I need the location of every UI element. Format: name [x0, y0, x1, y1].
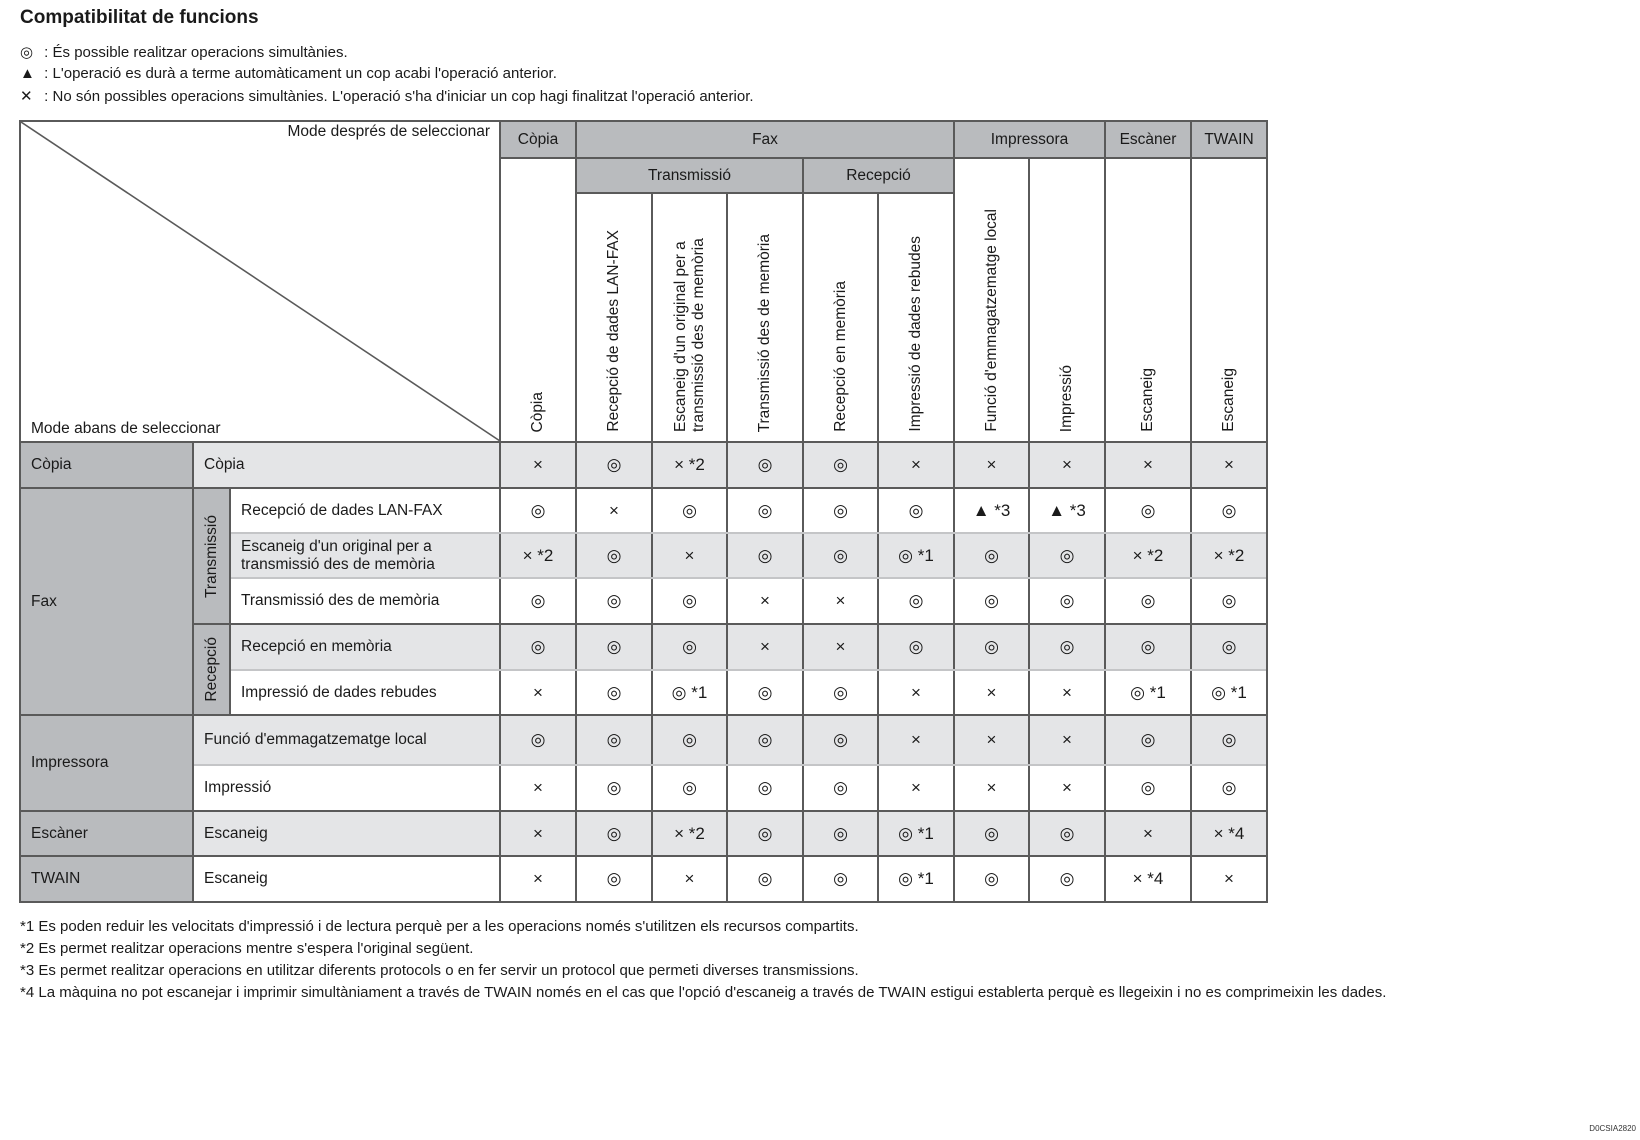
row-label [230, 488, 500, 533]
triangle-icon: ▲ [20, 65, 35, 82]
subgroup-header-transmissio [576, 158, 803, 193]
compatibility-symbol: × *2 [1213, 545, 1245, 565]
compatibility-symbol: ◎ [606, 455, 622, 474]
compatibility-symbol: ◎ *1 [898, 545, 934, 565]
column-header-label: Impressió [1058, 364, 1075, 432]
compatibility-cell [1191, 811, 1267, 856]
compatibility-cell [878, 442, 954, 488]
compatibility-cell [1029, 442, 1105, 488]
compatibility-symbol: ◎ [757, 500, 773, 520]
compatibility-symbol: × [609, 500, 619, 520]
column-header-label: Recepció de dades LAN-FAX [605, 230, 622, 432]
compatibility-symbol: ◎ [984, 591, 999, 610]
compatibility-symbol: × [533, 455, 543, 474]
compatibility-cell [1105, 715, 1191, 765]
compatibility-symbol: ◎ [833, 823, 848, 843]
compatibility-cell [1191, 765, 1267, 811]
compatibility-symbol: × *4 [1132, 869, 1164, 888]
subgroup-header-label: Recepció [846, 166, 911, 184]
group-header-escaner [1105, 121, 1191, 158]
compatibility-cell [954, 533, 1029, 578]
compatibility-symbol: ◎ [833, 778, 848, 797]
compatibility-cell [1029, 533, 1105, 578]
legend-separator: : [40, 44, 53, 61]
group-header-label: Impressora [990, 130, 1069, 148]
column-header [803, 193, 878, 442]
compatibility-cell [1191, 715, 1267, 765]
legend-text: És possible realitzar operacions simultànies. [52, 44, 348, 61]
compatibility-cell [727, 811, 803, 856]
compatibility-symbol: × [684, 545, 695, 565]
row-subgroup-label: Transmissió [202, 514, 220, 598]
compatibility-cell [652, 856, 727, 902]
compatibility-cell [727, 488, 803, 533]
column-header-label: Escaneig [1139, 368, 1156, 432]
group-header-impressora [954, 121, 1105, 158]
compatibility-cell [727, 670, 803, 715]
compatibility-symbol: ◎ [606, 869, 622, 888]
compatibility-cell [1105, 624, 1191, 670]
compatibility-cell [652, 811, 727, 856]
compatibility-cell [576, 670, 652, 715]
compatibility-symbol: ◎ [530, 591, 546, 610]
compatibility-symbol: ◎ [1140, 500, 1156, 520]
compatibility-symbol: ◎ [1221, 500, 1237, 520]
compatibility-cell [878, 488, 954, 533]
compatibility-cell [576, 488, 652, 533]
compatibility-symbol: ◎ [1221, 591, 1237, 610]
compatibility-cell [1191, 670, 1267, 715]
compatibility-symbol: ◎ [1221, 637, 1237, 656]
compatibility-symbol: ◎ [757, 778, 773, 797]
column-header [727, 193, 803, 442]
compatibility-symbol: × [1143, 823, 1153, 843]
compatibility-symbol: ◎ [984, 637, 999, 656]
group-header-label: Escàner [1119, 130, 1177, 148]
row-label-text: Impressió [204, 779, 272, 796]
column-header [500, 158, 576, 442]
corner-bottom-label: Mode abans de seleccionar [31, 420, 221, 437]
compatibility-symbol: ◎ [984, 545, 999, 565]
compatibility-cell [954, 715, 1029, 765]
compatibility-cell [878, 811, 954, 856]
compatibility-cell [954, 811, 1029, 856]
compatibility-symbol: ◎ [833, 500, 848, 520]
compatibility-cell [652, 624, 727, 670]
compatibility-symbol: ◎ [984, 823, 999, 843]
compatibility-symbol: ◎ [908, 637, 924, 656]
compatibility-cell [576, 765, 652, 811]
compatibility-symbol: × [986, 455, 997, 474]
compatibility-cell [576, 811, 652, 856]
compatibility-cell [954, 670, 1029, 715]
compatibility-cell [1029, 578, 1105, 624]
compatibility-cell [652, 488, 727, 533]
compatibility-cell [878, 715, 954, 765]
row-label [230, 578, 500, 624]
group-header-fax [576, 121, 954, 158]
compatibility-cell [576, 856, 652, 902]
compatibility-symbol: ◎ [833, 455, 848, 474]
compatibility-cell [1191, 856, 1267, 902]
row-label-text: Funció d'emmagatzematge local [204, 731, 427, 748]
row-label [193, 811, 500, 856]
compatibility-cell [1105, 765, 1191, 811]
row-subgroup-label: Recepció [202, 637, 220, 702]
compatibility-symbol: ◎ *1 [1211, 682, 1247, 702]
compatibility-symbol: × *2 [1132, 545, 1164, 565]
compatibility-cell [954, 488, 1029, 533]
compatibility-cell [878, 670, 954, 715]
compatibility-cell [878, 624, 954, 670]
compatibility-cell [727, 442, 803, 488]
compatibility-cell [954, 442, 1029, 488]
footnote: *3 Es permet realitzar operacions en utilitzar diferents protocols o en fer servir un protocol que permeti diverses transmissions. [20, 962, 859, 979]
compatibility-symbol: × *2 [674, 823, 705, 843]
row-group-label: TWAIN [31, 870, 81, 887]
compatibility-symbol: × [835, 637, 846, 656]
compatibility-cell [1105, 811, 1191, 856]
row-subgroup-recepcio [193, 624, 230, 715]
column-header-label: Escaneig d'un original per a transmissió des de memòria [671, 238, 707, 432]
compatibility-symbol: ◎ [1059, 823, 1075, 843]
compatibility-symbol: ◎ [606, 545, 622, 565]
compatibility-symbol: ◎ [682, 591, 697, 610]
compatibility-symbol: × [533, 682, 543, 702]
page-title: Compatibilitat de funcions [20, 7, 259, 28]
compatibility-cell [727, 533, 803, 578]
compatibility-cell [500, 578, 576, 624]
compatibility-symbol: ◎ [1140, 778, 1156, 797]
compatibility-cell [803, 811, 878, 856]
compatibility-cell [500, 533, 576, 578]
row-label [193, 715, 500, 765]
compatibility-symbol: × *2 [522, 545, 554, 565]
row-subgroup-transmissio [193, 488, 230, 624]
row-label-text: Còpia [204, 456, 245, 473]
compatibility-cell [1105, 856, 1191, 902]
compatibility-cell [1191, 624, 1267, 670]
compatibility-cell [727, 578, 803, 624]
compatibility-cell [500, 715, 576, 765]
row-label-text: Escaneig [204, 870, 268, 887]
compatibility-cell [803, 715, 878, 765]
subgroup-header-recepcio [803, 158, 954, 193]
row-group-label: Escàner [31, 824, 88, 842]
compatibility-symbol: ◎ [682, 778, 697, 797]
compatibility-cell [1029, 624, 1105, 670]
compatibility-cell [1105, 533, 1191, 578]
compatibility-symbol: × [760, 637, 770, 656]
row-group-label: Còpia [31, 456, 72, 473]
compatibility-symbol: ◎ [530, 500, 546, 520]
compatibility-cell [727, 856, 803, 902]
compatibility-symbol: ◎ [833, 730, 848, 749]
row-group-label: Impressora [31, 754, 109, 771]
column-header-label: Escaneig [1220, 368, 1237, 432]
column-header [1105, 158, 1191, 442]
compatibility-symbol: × [986, 778, 997, 797]
row-group-fax [20, 488, 193, 715]
footnote: *2 Es permet realitzar operacions mentre s'espera l'original següent. [20, 940, 474, 957]
compatibility-cell [727, 715, 803, 765]
compatibility-symbol: ◎ [757, 545, 773, 565]
group-header-label: Còpia [517, 130, 559, 148]
compatibility-symbol: ◎ *1 [898, 823, 934, 843]
legend-text: No són possibles operacions simultànies. L'operació s'ha d'iniciar un cop hagi finalitzat l'operació anterior. [52, 88, 754, 105]
compatibility-cell [576, 624, 652, 670]
compatibility-symbol: × [986, 730, 997, 749]
group-header-label: TWAIN [1204, 130, 1254, 148]
compatibility-cell [1105, 442, 1191, 488]
compatibility-symbol: ◎ [757, 455, 773, 474]
compatibility-symbol: ◎ [1140, 591, 1156, 610]
compatibility-cell [803, 765, 878, 811]
compatibility-cell [727, 624, 803, 670]
row-group-impressora [20, 715, 193, 811]
compatibility-cell [803, 624, 878, 670]
compatibility-cell [576, 578, 652, 624]
corner-cell [20, 121, 500, 442]
compatibility-symbol: ◎ [606, 591, 622, 610]
compatibility-symbol: ◎ [1059, 591, 1075, 610]
compatibility-symbol: ◎ [606, 637, 622, 656]
compatibility-cell [500, 856, 576, 902]
compatibility-cell [576, 715, 652, 765]
column-header [652, 193, 727, 442]
footnote: *4 La màquina no pot escanejar i imprimir simultàniament a través de TWAIN només en el cas que l'opció d'escaneig a través de TWAIN estigui establerta perquè es llegeixin i no es comprimeixin les dades. [20, 984, 1387, 1001]
compatibility-cell [878, 856, 954, 902]
compatibility-cell [1029, 765, 1105, 811]
row-label [230, 670, 500, 715]
compatibility-symbol: × [835, 591, 846, 610]
compatibility-symbol: ◎ *1 [671, 682, 708, 702]
row-label [193, 856, 500, 902]
compatibility-symbol: ◎ [606, 730, 622, 749]
compatibility-cell [500, 670, 576, 715]
column-header [878, 193, 954, 442]
compatibility-cell [954, 624, 1029, 670]
compatibility-symbol: ◎ [833, 869, 848, 888]
compatibility-symbol: × [911, 455, 921, 474]
compatibility-symbol: ◎ [682, 730, 697, 749]
compatibility-symbol: × [533, 869, 543, 888]
compatibility-symbol: × [1143, 455, 1153, 474]
row-label [230, 624, 500, 670]
row-group-escaner [20, 811, 193, 856]
compatibility-cell [1105, 670, 1191, 715]
compatibility-symbol: × *2 [674, 455, 705, 474]
compatibility-symbol: ◎ [606, 778, 622, 797]
row-label-text: Impressió de dades rebudes [241, 683, 437, 701]
compatibility-cell [1029, 811, 1105, 856]
compatibility-cell [500, 765, 576, 811]
column-header-label: Recepció en memòria [831, 281, 849, 432]
compatibility-symbol: ◎ [606, 682, 622, 702]
compatibility-cell [576, 533, 652, 578]
compatibility-symbol: ◎ [1221, 778, 1237, 797]
compatibility-cell [803, 856, 878, 902]
column-header [576, 193, 652, 442]
compatibility-symbol: ◎ [1059, 637, 1075, 656]
compatibility-cell [803, 488, 878, 533]
compatibility-cell [576, 442, 652, 488]
legend-separator: : [40, 65, 53, 82]
column-header-label: Transmissió des de memòria [756, 233, 773, 432]
compatibility-symbol: ◎ [908, 591, 924, 610]
compatibility-symbol: × [1224, 869, 1234, 888]
compatibility-cell [1029, 488, 1105, 533]
compatibility-cell [803, 670, 878, 715]
compatibility-cell [500, 442, 576, 488]
column-header-label: Impressió de dades rebudes [907, 236, 924, 432]
group-header-copia [500, 121, 576, 158]
row-label-text: Recepció de dades LAN-FAX [241, 501, 443, 519]
compatibility-cell [803, 533, 878, 578]
compatibility-symbol: ◎ [606, 823, 622, 843]
compatibility-cell [1191, 488, 1267, 533]
row-group-label: Fax [31, 592, 57, 610]
compatibility-symbol: ◎ *1 [898, 869, 934, 888]
compatibility-symbol: ◎ [833, 682, 848, 702]
subgroup-header-label: Transmissió [648, 166, 731, 184]
compatibility-cell [1029, 856, 1105, 902]
compatibility-symbol: × [1062, 682, 1072, 702]
compatibility-symbol: ◎ [1059, 545, 1075, 565]
compatibility-symbol: × [911, 682, 921, 702]
compatibility-cell [1191, 442, 1267, 488]
compatibility-symbol: ◎ [757, 869, 773, 888]
compatibility-symbol: ◎ [1059, 869, 1075, 888]
row-label [230, 533, 500, 578]
compatibility-symbol: ◎ [984, 869, 999, 888]
compatibility-symbol: ◎ [757, 730, 773, 749]
compatibility-cell [1191, 578, 1267, 624]
column-header-label: Còpia [529, 391, 546, 432]
compatibility-symbol: ◎ [682, 637, 697, 656]
double-circle-icon: ◎ [20, 44, 34, 61]
compatibility-cell [652, 715, 727, 765]
compatibility-symbol: × *4 [1213, 823, 1245, 843]
compatibility-cell [1105, 578, 1191, 624]
compatibility-symbol: × [533, 823, 543, 843]
footnote: *1 Es poden reduir les velocitats d'impressió i de lectura perquè per a les operacions només s'utilitzen els recursos compartits. [20, 918, 859, 935]
compatibility-symbol: ◎ [757, 823, 773, 843]
group-header-twain [1191, 121, 1267, 158]
compatibility-cell [954, 765, 1029, 811]
figure-code: D0CSIA2820 [1589, 1124, 1636, 1133]
compatibility-symbol: × [1062, 455, 1072, 474]
row-label-text: Escaneig [204, 824, 268, 842]
compatibility-symbol: ◎ [682, 500, 697, 520]
compatibility-cell [500, 488, 576, 533]
compatibility-symbol: × [911, 730, 921, 749]
compatibility-cell [1029, 670, 1105, 715]
row-group-copia [20, 442, 193, 488]
row-label-text: Recepció en memòria [241, 638, 392, 655]
compatibility-cell [652, 765, 727, 811]
compatibility-cell [500, 811, 576, 856]
compatibility-symbol: ◎ [833, 545, 848, 565]
row-group-twain [20, 856, 193, 902]
compatibility-cell [652, 442, 727, 488]
compatibility-cell [727, 765, 803, 811]
cross-icon: ✕ [20, 88, 33, 105]
column-header [1029, 158, 1105, 442]
compatibility-symbol: × [760, 591, 770, 610]
compatibility-cell [803, 578, 878, 624]
compatibility-cell [1191, 533, 1267, 578]
compatibility-symbol: × [911, 778, 921, 797]
row-label-text: Escaneig d'un original per a transmissió des de memòria [241, 537, 435, 573]
legend-separator: : [40, 88, 53, 105]
compatibility-symbol: × [533, 778, 543, 797]
compatibility-symbol: ◎ *1 [1130, 682, 1166, 702]
compatibility-cell [878, 578, 954, 624]
column-header [1191, 158, 1267, 442]
compatibility-cell [878, 765, 954, 811]
compatibility-symbol: × [986, 682, 997, 702]
compatibility-cell [803, 442, 878, 488]
column-header-label: Funció d'emmagatzematge local [982, 209, 1000, 432]
compatibility-symbol: ▲ *3 [972, 500, 1011, 520]
compatibility-cell [878, 533, 954, 578]
compatibility-symbol: × [1224, 455, 1234, 474]
row-label-text: Transmissió des de memòria [241, 592, 440, 609]
corner-top-label: Mode després de seleccionar [287, 123, 490, 140]
compatibility-symbol: ◎ [530, 637, 546, 656]
compatibility-symbol: ▲ *3 [1048, 500, 1086, 520]
compatibility-cell [652, 533, 727, 578]
compatibility-symbol: × [1062, 730, 1072, 749]
compatibility-cell [652, 578, 727, 624]
compatibility-cell [652, 670, 727, 715]
compatibility-cell [1029, 715, 1105, 765]
compatibility-symbol: ◎ [1140, 730, 1156, 749]
compatibility-symbol: ◎ [1221, 730, 1237, 749]
group-header-label: Fax [752, 130, 778, 148]
compatibility-symbol: ◎ [530, 730, 546, 749]
compatibility-cell [954, 578, 1029, 624]
row-label [193, 442, 500, 488]
column-header [954, 158, 1029, 442]
compatibility-symbol: ◎ [757, 682, 773, 702]
compatibility-symbol: ◎ [1140, 637, 1156, 656]
compatibility-cell [500, 624, 576, 670]
compatibility-cell [954, 856, 1029, 902]
compatibility-symbol: ◎ [908, 500, 924, 520]
compatibility-symbol: × [1062, 778, 1072, 797]
legend-text: L'operació es durà a terme automàticament un cop acabi l'operació anterior. [52, 65, 557, 82]
compatibility-symbol: × [684, 869, 695, 888]
compatibility-cell [1105, 488, 1191, 533]
row-label [193, 765, 500, 811]
